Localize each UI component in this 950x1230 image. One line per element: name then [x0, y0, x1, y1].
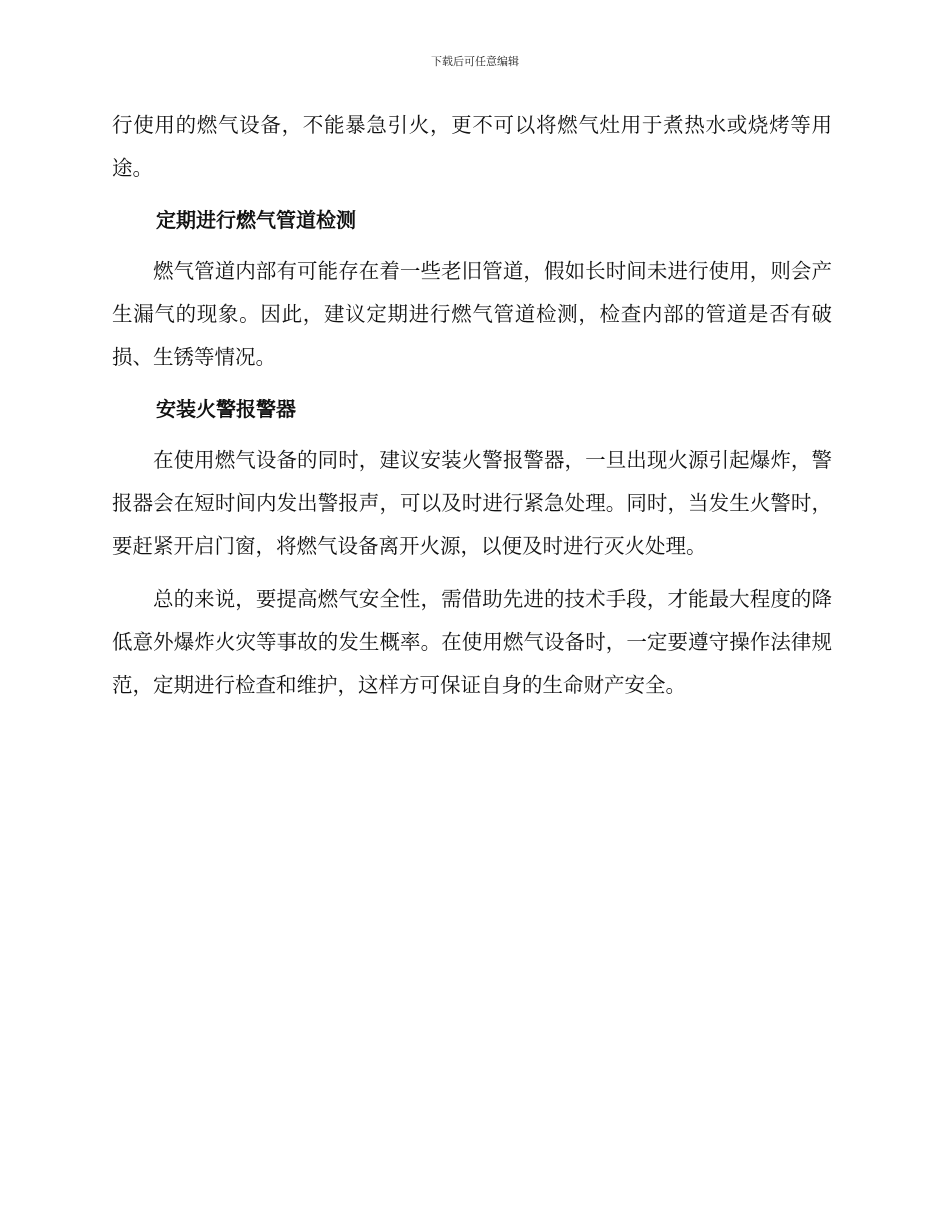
paragraph-continued: 行使用的燃气设备，不能暴急引火，更不可以将燃气灶用于煮热水或烧烤等用途。 [112, 113, 832, 180]
page-header: 下载后可任意编辑 [431, 55, 519, 68]
paragraph-pipeline-inspection: 燃气管道内部有可能存在着一些老旧管道，假如长时间未进行使用，则会产生漏气的现象。因此，建议定期进行燃气管道检测，检查内部的管道是否有破损、生锈等情况。 [112, 259, 832, 369]
section-heading-fire-alarm: 安装火警报警器 [156, 397, 296, 421]
section-heading-pipeline-inspection: 定期进行燃气管道检测 [156, 208, 356, 232]
document-body [112, 104, 832, 707]
paragraph-fire-alarm: 在使用燃气设备的同时，建议安装火警报警器，一旦出现火源引起爆炸，警报器会在短时间内发出警报声，可以及时进行紧急处理。同时，当发生火警时，要赶紧开启门窗，将燃气设备离开火源，以便及时进行灭火处理。 [112, 448, 832, 558]
paragraph-conclusion: 总的来说，要提高燃气安全性，需借助先进的技术手段，才能最大程度的降低意外爆炸火灾等事故的发生概率。在使用燃气设备时，一定要遵守操作法律规范，定期进行检查和维护，这样方可保证自身的生命财产安全。 [112, 587, 832, 697]
